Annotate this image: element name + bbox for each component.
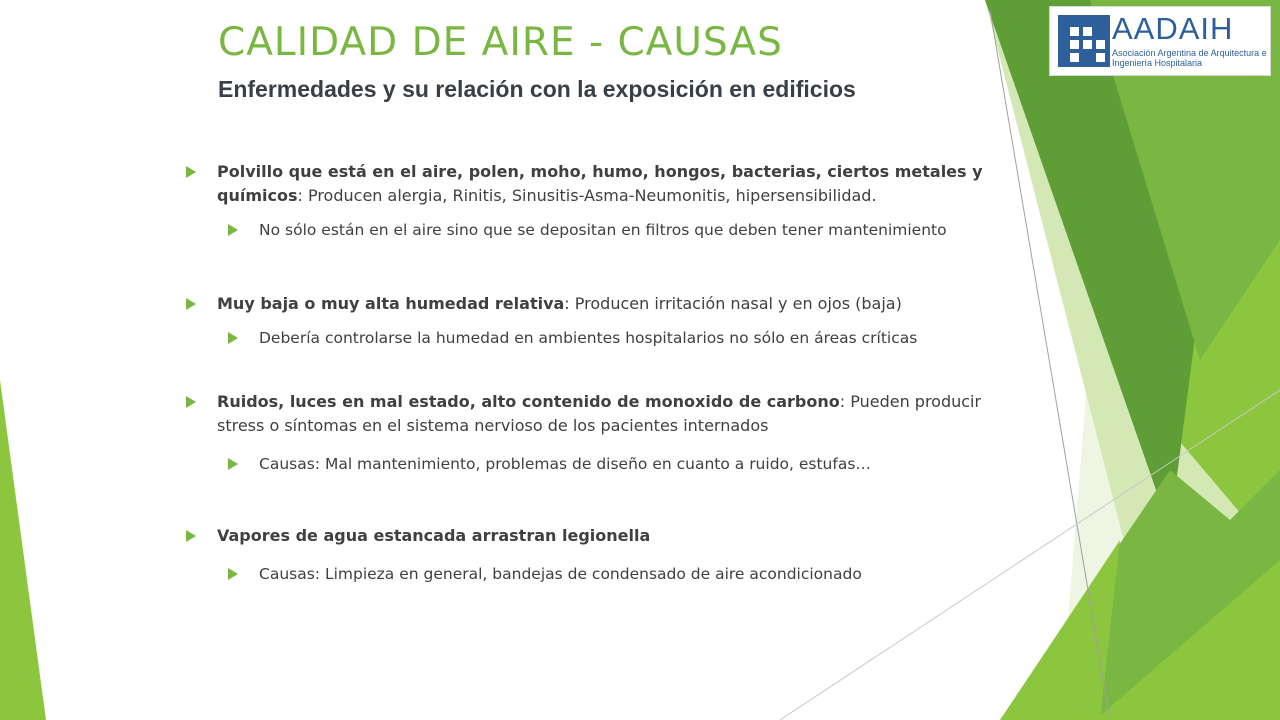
bullet-arrow-icon: [186, 530, 196, 542]
bullet-arrow-icon: [228, 224, 238, 236]
building-windows-icon: [1058, 15, 1110, 67]
bullet-text: : Producen alergia, Rinitis, Sinusitis-Asma-Neumonitis, hipersensibilidad.: [297, 186, 877, 205]
sub-bullet-text: Causas: Mal mantenimiento, problemas de diseño en cuanto a ruido, estufas…: [259, 455, 871, 473]
bullet-item: [186, 524, 1028, 548]
bullet-text: : Producen irritación nasal y en ojos (baja): [564, 294, 902, 313]
bullet-list: [186, 160, 1028, 586]
bullet-bold-text: Muy baja o muy alta humedad relativa: [217, 294, 565, 313]
bullet-item: [186, 390, 1028, 438]
sub-bullet-item: [228, 562, 1028, 586]
bullet-arrow-icon: [228, 458, 238, 470]
logo-name: AADAIH: [1112, 11, 1234, 46]
left-green-facet: [0, 380, 46, 720]
sub-bullet-item: [228, 218, 1028, 242]
logo-subtitle: Asociación Argentina de Arquitectura e Ingeniería Hospitalaria: [1112, 48, 1267, 68]
slide-title: CALIDAD DE AIRE - CAUSAS: [218, 20, 783, 65]
bullet-arrow-icon: [186, 396, 196, 408]
bullet-bold-text: Vapores de agua estancada arrastran legionella: [217, 526, 651, 545]
bullet-bold-text: Ruidos, luces en mal estado, alto contenido de monoxido de carbono: [217, 392, 840, 411]
slide-subtitle: Enfermedades y su relación con la exposición en edificios: [218, 76, 856, 102]
bullet-arrow-icon: [228, 332, 238, 344]
sub-bullet-text: Causas: Limpieza en general, bandejas de condensado de aire acondicionado: [259, 565, 862, 583]
sub-bullet-item: [228, 326, 1028, 350]
aadaih-logo: [1049, 6, 1271, 76]
bullet-item: [186, 160, 1028, 208]
sub-bullet-text: No sólo están en el aire sino que se depositan en filtros que deben tener mantenimiento: [259, 221, 947, 239]
bullet-arrow-icon: [228, 568, 238, 580]
bullet-bold-text: Polvillo que está en el aire, polen, moho, humo, hongos, bacterias, ciertos metales y químicos: [217, 162, 983, 205]
sub-bullet-text: Debería controlarse la humedad en ambientes hospitalarios no sólo en áreas críticas: [259, 329, 918, 347]
sub-bullet-item: [228, 452, 1028, 476]
bullet-arrow-icon: [186, 298, 196, 310]
bullet-arrow-icon: [186, 166, 196, 178]
bullet-item: [186, 292, 1028, 316]
bullet-text: : Pueden producir stress o síntomas en el sistema nervioso de los pacientes internados: [217, 392, 982, 435]
